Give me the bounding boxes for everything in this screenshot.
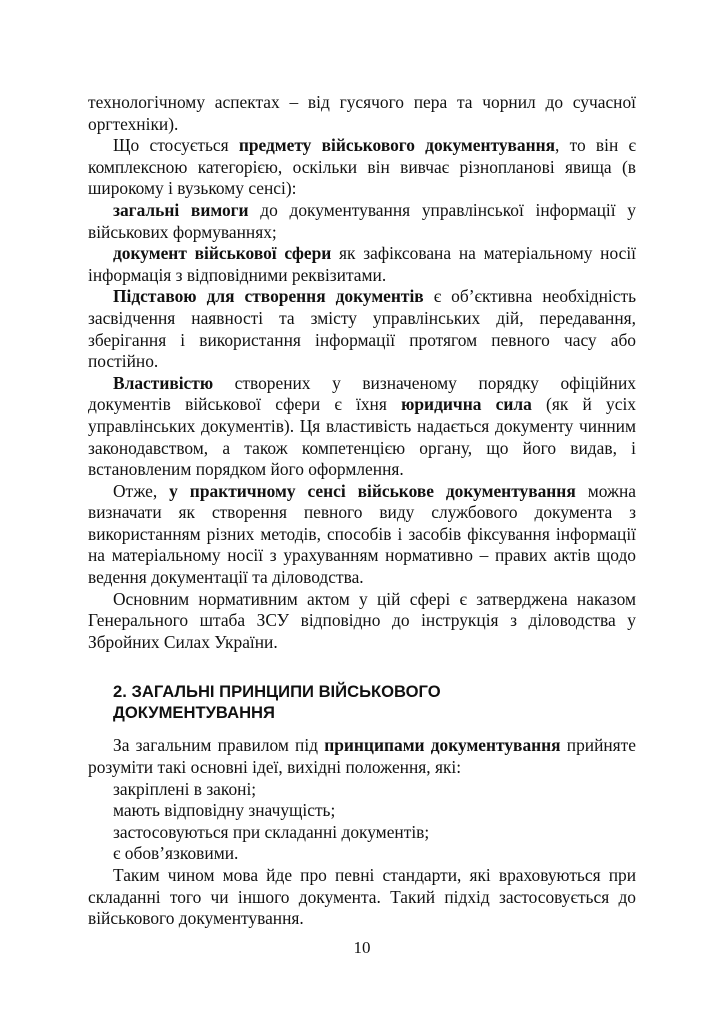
paragraph-3: загальні вимоги до документування управлінської інформації у військових формуваннях; bbox=[88, 199, 636, 242]
paragraph-8: Основним нормативним актом у цій сфері є затверджена наказом Генерального штаба ЗСУ відповідно до інструкція з діловодства у Збройних Силах України. bbox=[88, 588, 636, 652]
list-item: закріплені в законі; bbox=[113, 778, 257, 799]
term-property: Властивістю bbox=[113, 372, 214, 393]
term-basis: Підставою для створення документів bbox=[113, 286, 424, 307]
term-principles: принципами документування bbox=[324, 735, 561, 756]
paragraph-1: технологічному аспектах – від гусячого пера та чорнил до сучасної оргтехніки). bbox=[88, 92, 636, 134]
section-heading bbox=[88, 681, 636, 723]
paragraph-7: Отже, у практичному сенсі військове документування можна визначати як створення певного виду службового документа з використанням різних методів, способів і засобів фіксування інформації на матеріальному носії з урахуванням нормативно – правих актів щодо ведення документації та діловодства. bbox=[88, 480, 636, 588]
paragraph-2: Що стосується предмету військового документування, то він є комплексною категорією, оскільки він вивчає різнопланові явища (в широкому і вузькому сенсі): bbox=[88, 135, 636, 199]
section-heading-line-1: 2. ЗАГАЛЬНІ ПРИНЦИПИ ВІЙСЬКОВОГО bbox=[113, 682, 441, 702]
term-military-document: документ військової сфери bbox=[113, 243, 332, 264]
list-item: мають відповідну значущість; bbox=[113, 800, 336, 821]
page-number: 10 bbox=[353, 938, 371, 957]
paragraph-6: Властивістю створених у визначеному порядку офіційних документів військової сфери є їхня юридична сила (як й усіх управлінських документів). Ця властивість надається документу чинним законодавством, а також компетенцією органу, що його видав, і встановленим порядком його оформлення. bbox=[88, 372, 636, 480]
document-page bbox=[88, 92, 636, 930]
section-heading-line-2: ДОКУМЕНТУВАННЯ bbox=[113, 703, 275, 723]
paragraph-4: документ військової сфери як зафіксована на матеріальному носії інформація з відповідними реквізитами. bbox=[88, 243, 636, 285]
term-subject: предмету військового документування bbox=[238, 135, 556, 156]
list-item: застосовуються при складанні документів; bbox=[113, 821, 430, 842]
section-closing: Таким чином мова йде про певні стандарти, які враховуються при складанні того чи іншого документа. Такий підхід застосовується до військового документування. bbox=[88, 865, 636, 929]
term-practical-sense: у практичному сенсі військове документування bbox=[169, 480, 576, 501]
list-item: є обов’язковими. bbox=[113, 843, 239, 864]
term-general-requirements: загальні вимоги bbox=[113, 199, 249, 220]
section-intro: За загальним правилом під принципами документування прийняте розуміти такі основні ідеї, вихідні положення, які: bbox=[88, 735, 637, 778]
paragraph-5: Підставою для створення документів є об’єктивна необхідність засвідчення наявності та змісту управлінських дій, передавання, зберігання і використання інформації протягом певного часу або постійно. bbox=[88, 286, 636, 372]
term-legal-force: юридична сила bbox=[401, 394, 532, 415]
